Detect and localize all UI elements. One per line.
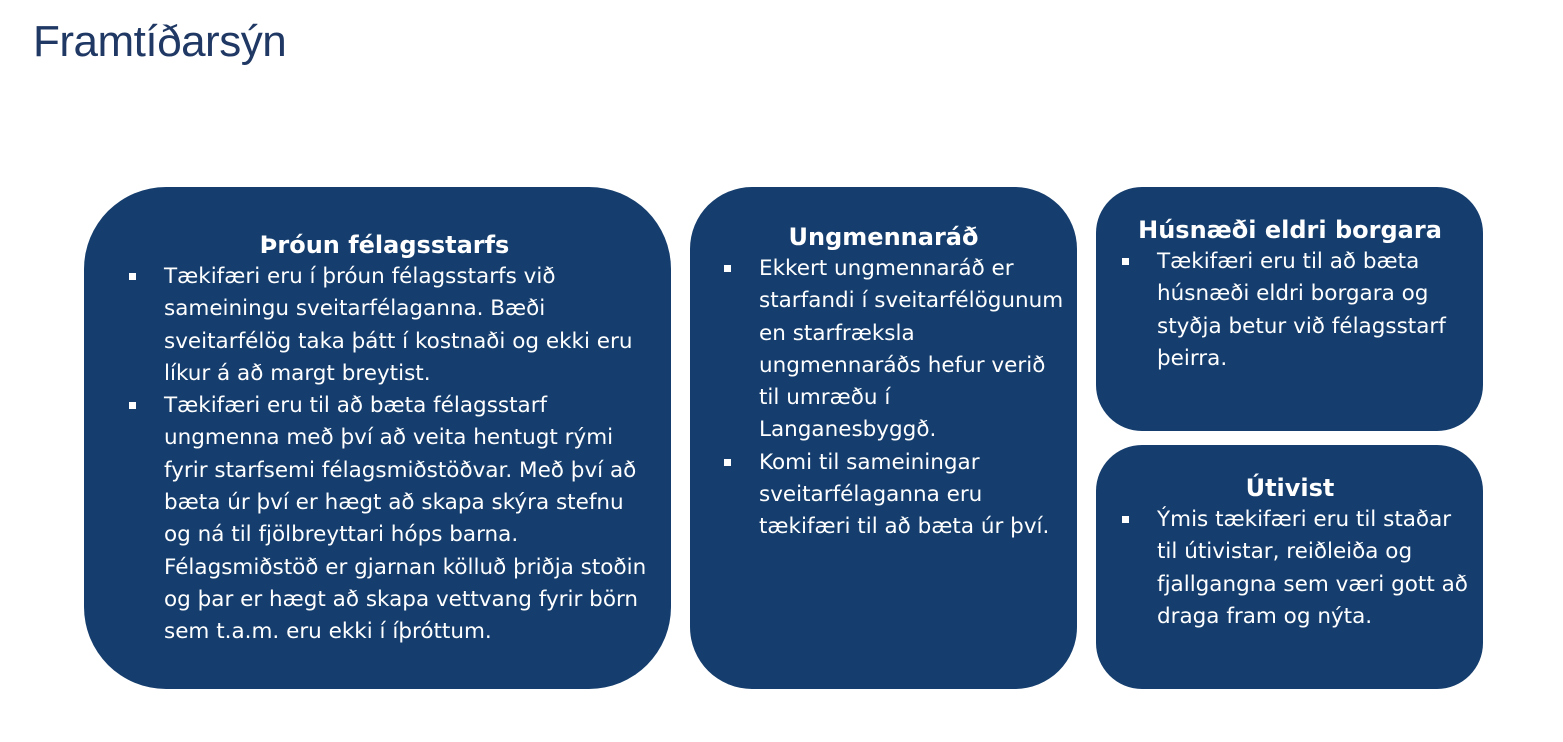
ungmennarad-box <box>690 187 1077 689</box>
utivist-box <box>1096 445 1483 689</box>
ungmennarad-bullet-1-text: Ekkert ungmennaráð er starfandi í sveitarfélögunum en starfræksla ungmennaráðs hefur verið til umræðu í Langanesbyggð. <box>759 256 1064 443</box>
ungmennarad-bullet-2-text: Komi til sameiningar sveitarfélaganna eru tækifæri til að bæta úr því. <box>759 449 1050 540</box>
ungmennarad-bullet-2 <box>721 447 1067 544</box>
utivist-bullet-list <box>1119 504 1473 633</box>
husnaedi-bullet-1-text: Tækifæri eru til að bæta húsnæði eldri borgara og styðja betur við félagsstarf þeirra. <box>1157 249 1446 371</box>
square-bullet-icon <box>129 273 136 280</box>
felagsstarf-heading: Þróun félagsstarfs <box>259 231 510 259</box>
husnaedi-bullet-1 <box>1119 246 1473 375</box>
square-bullet-icon <box>1122 516 1129 523</box>
felagsstarf-bullet-list <box>126 261 651 649</box>
square-bullet-icon <box>724 265 731 272</box>
ungmennarad-bullet-1 <box>721 253 1067 447</box>
utivist-heading: Útivist <box>1245 474 1335 502</box>
square-bullet-icon <box>724 459 731 466</box>
husnaedi-heading: Húsnæði eldri borgara <box>1138 216 1442 244</box>
husnaedi-box <box>1096 187 1483 431</box>
utivist-bullet-1-text: Ýmis tækifæri eru til staðar til útivistar, reiðleiða og fjallgangna sem væri gott að draga fram og nýta. <box>1157 507 1468 629</box>
felagsstarf-bullet-1 <box>126 261 651 390</box>
felagsstarf-bullet-2 <box>126 390 651 648</box>
square-bullet-icon <box>129 402 136 409</box>
ungmennarad-heading: Ungmennaráð <box>788 223 979 251</box>
ungmennarad-bullet-list <box>721 253 1067 544</box>
felagsstarf-bullet-2-text: Tækifæri eru til að bæta félagsstarf ungmenna með því að veita hentugt rými fyrir starfsemi félagsmiðstöðvar. Með því að bæta úr því er hægt að skapa skýra stefnu og ná til fjölbreyttari hóps barna. Félagsmiðstöð er gjarnan kölluð þriðja stoðin og þar er hægt að skapa vettvang fyrir börn sem t.a.m. eru ekki í íþróttum. <box>164 393 647 645</box>
husnaedi-bullet-list <box>1119 246 1473 375</box>
utivist-bullet-1 <box>1119 504 1473 633</box>
felagsstarf-box <box>84 187 671 689</box>
felagsstarf-bullet-1-text: Tækifæri eru í þróun félagsstarfs við sameiningu sveitarfélaganna. Bæði sveitarfélög taka þátt í kostnaði og ekki eru líkur á að margt breytist. <box>164 264 633 386</box>
slide-title: Framtíðarsýn <box>33 17 287 66</box>
square-bullet-icon <box>1122 258 1129 265</box>
